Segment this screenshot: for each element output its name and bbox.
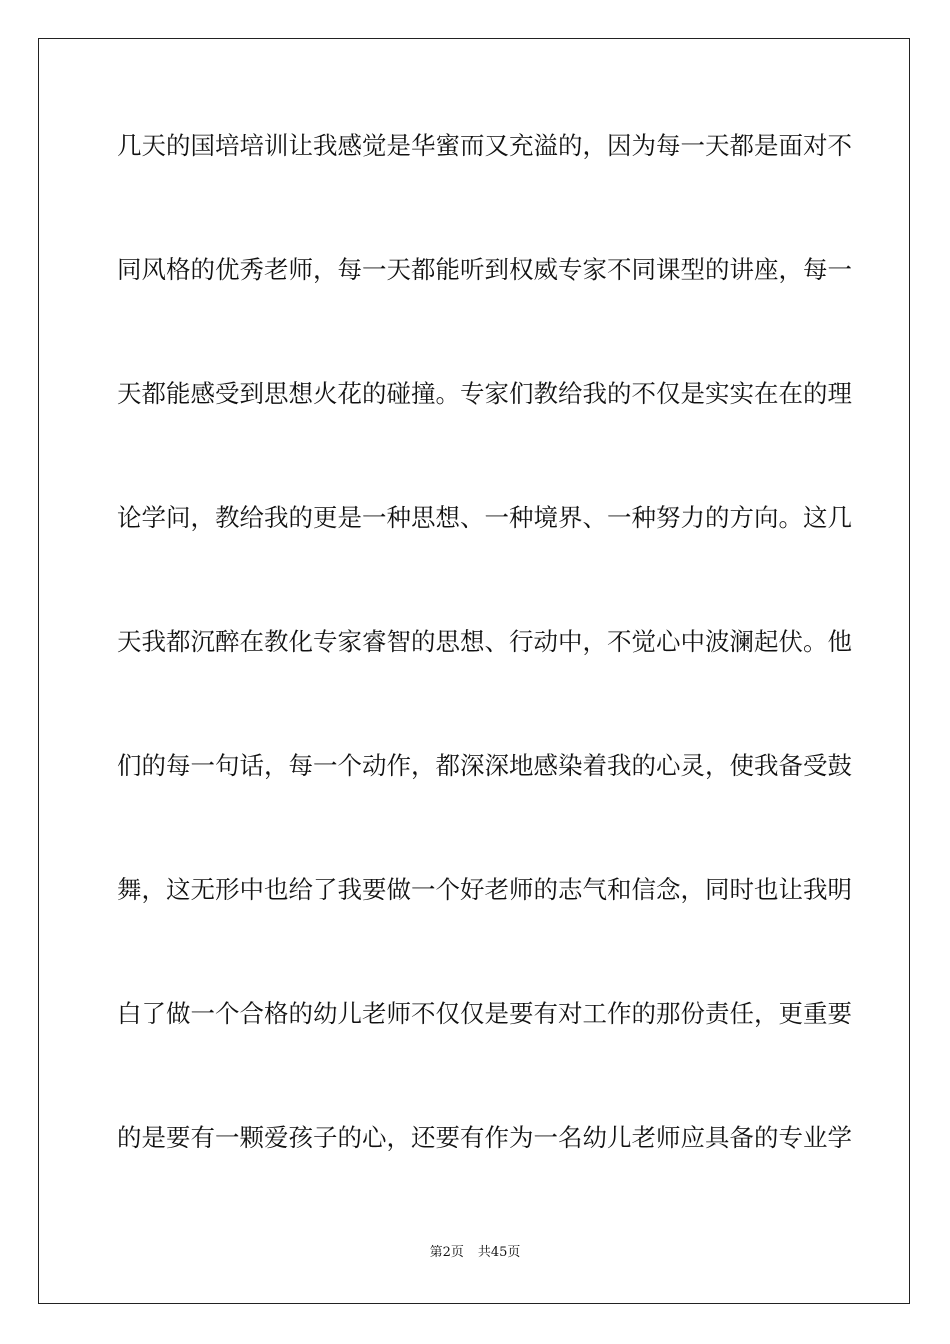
document-body bbox=[117, 124, 852, 1240]
text-line: 同风格的优秀老师，每一天都能听到权威专家不同课型的讲座，每一 bbox=[117, 255, 852, 284]
page-number-current: 第2页 bbox=[429, 1245, 464, 1260]
text-line: 们的每一句话，每一个动作，都深深地感染着我的心灵，使我备受鼓 bbox=[117, 751, 852, 780]
text-line: 舞，这无形中也给了我要做一个好老师的志气和信念，同时也让我明 bbox=[117, 875, 852, 904]
text-line: 天都能感受到思想火花的碰撞。专家们教给我的不仅是实实在在的理 bbox=[117, 379, 852, 408]
page-footer bbox=[0, 1241, 950, 1260]
text-line: 论学问，教给我的更是一种思想、一种境界、一种努力的方向。这几 bbox=[117, 503, 852, 532]
text-line: 天我都沉醉在教化专家睿智的思想、行动中，不觉心中波澜起伏。他 bbox=[117, 627, 852, 656]
text-line: 白了做一个合格的幼儿老师不仅仅是要有对工作的那份责任，更重要 bbox=[117, 999, 852, 1028]
page-number-total: 共45页 bbox=[477, 1245, 521, 1260]
text-line: 几天的国培培训让我感觉是华蜜而又充溢的，因为每一天都是面对不 bbox=[117, 131, 852, 160]
text-line: 的是要有一颗爱孩子的心，还要有作为一名幼儿老师应具备的专业学 bbox=[117, 1123, 852, 1152]
